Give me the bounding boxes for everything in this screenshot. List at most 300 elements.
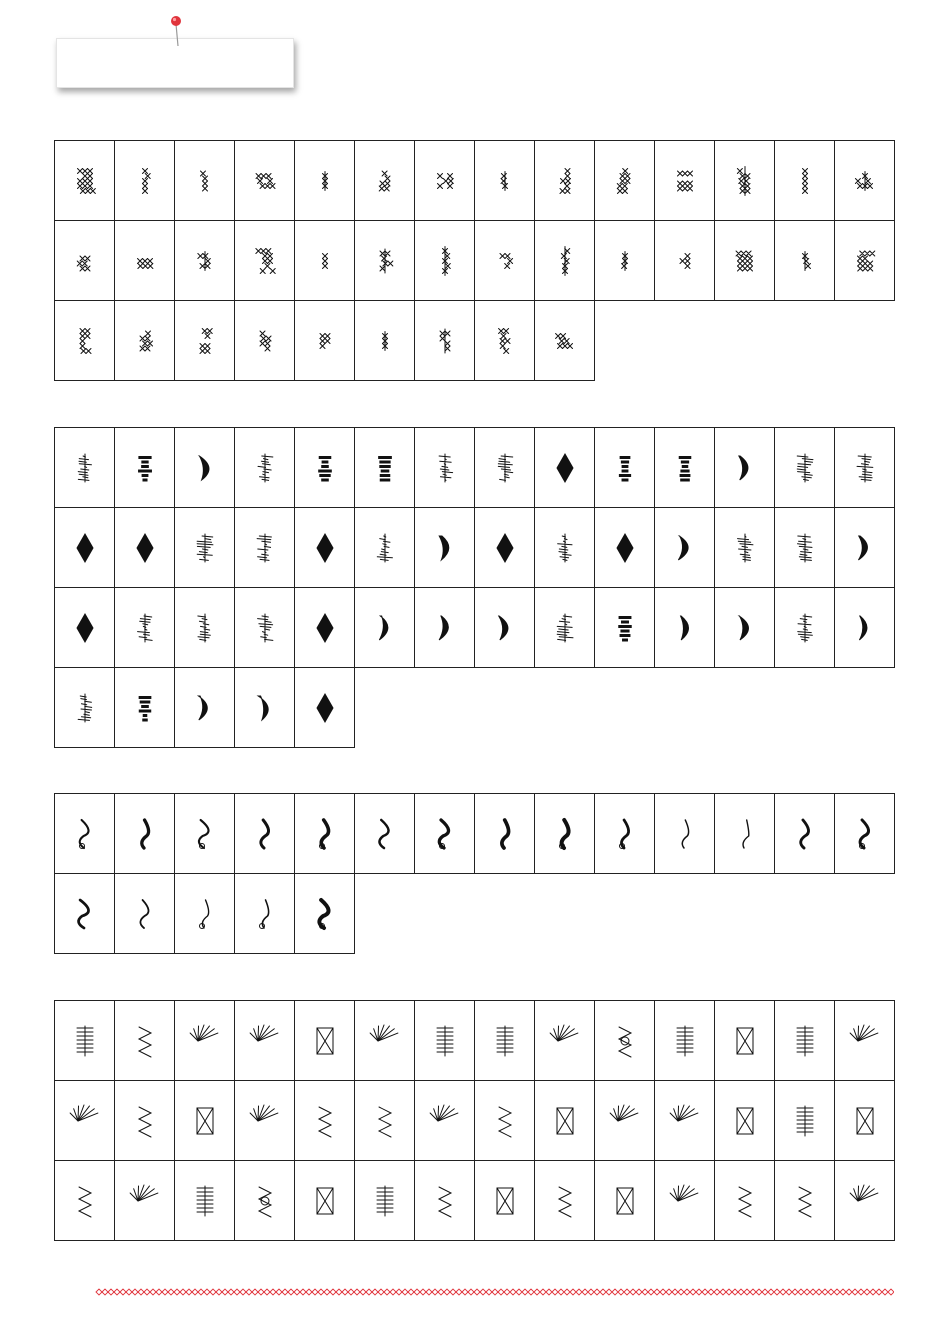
stitch-cell[interactable] <box>715 794 775 874</box>
stitch-cell[interactable] <box>655 1081 715 1161</box>
stitch-table-decorative <box>54 793 895 954</box>
stitch-cell[interactable] <box>355 794 415 874</box>
curl-line-stitch-icon <box>608 1179 642 1223</box>
feather-right-stitch-icon <box>548 606 582 650</box>
fish-stitch-icon <box>68 606 102 650</box>
stitch-cell[interactable] <box>115 508 175 588</box>
crescent-thin-stitch-icon <box>668 446 702 490</box>
knot-stitch-icon <box>668 1019 702 1063</box>
stitch-cell[interactable] <box>535 588 595 668</box>
stitch-table-cross <box>54 140 895 381</box>
x-bar-split-stitch-icon <box>368 159 402 203</box>
leaf-thin-stitch-icon <box>788 606 822 650</box>
stitch-cell[interactable] <box>55 221 115 301</box>
stitch-cell[interactable] <box>655 1161 715 1241</box>
stitch-cell[interactable] <box>595 508 655 588</box>
x-wave-stitch-icon <box>848 159 882 203</box>
stitch-cell[interactable] <box>355 508 415 588</box>
leaf-fern-stitch-icon <box>488 526 522 570</box>
comb-left-stitch-icon <box>68 1179 102 1223</box>
stair-fill-stitch-icon <box>128 526 162 570</box>
stitch-cell[interactable] <box>715 1161 775 1241</box>
arrow-stitch-icon <box>248 446 282 490</box>
stitch-cell[interactable] <box>355 428 415 508</box>
stitch-cell[interactable] <box>535 1001 595 1081</box>
curl-flower-stitch-icon <box>668 526 702 570</box>
lattice-zig-stitch-icon <box>368 1099 402 1143</box>
x-chevron-dense-stitch-icon <box>488 319 522 363</box>
zigzag-stitch-icon <box>728 446 762 490</box>
crown-fan-stitch-icon <box>308 526 342 570</box>
bead-drop-stitch-icon <box>548 526 582 570</box>
blocks-stitch-icon <box>188 446 222 490</box>
stitch-row <box>55 588 895 668</box>
s-curve-stitch-icon <box>488 812 522 856</box>
crescent-bold-stitch-icon <box>428 812 462 856</box>
bow-stitch-icon <box>488 606 522 650</box>
stitch-cell[interactable] <box>55 301 115 381</box>
stitch-cell[interactable] <box>235 428 295 508</box>
stitch-cell[interactable] <box>55 428 115 508</box>
x-loop-column-stitch-icon <box>728 239 762 283</box>
hatch-fan-stitch-icon <box>248 1179 282 1223</box>
stitch-cell[interactable] <box>595 1001 655 1081</box>
x-meander-stitch-icon <box>308 319 342 363</box>
stitch-row <box>55 668 895 748</box>
stitch-cell[interactable] <box>55 588 115 668</box>
leaf-solid-stitch-icon <box>248 686 282 730</box>
stitch-cell[interactable] <box>835 1001 895 1081</box>
stitch-cell[interactable] <box>235 794 295 874</box>
stitch-cell[interactable] <box>115 794 175 874</box>
slash-column-stitch-icon <box>848 1179 882 1223</box>
stitch-cell[interactable] <box>115 1001 175 1081</box>
stitch-cell[interactable] <box>835 1081 895 1161</box>
bow-tie-stitch-icon <box>68 1099 102 1143</box>
stitch-row <box>55 1001 895 1081</box>
starburst-half-stitch-icon <box>188 1099 222 1143</box>
loop-stitch-icon <box>68 812 102 856</box>
stitch-cell[interactable] <box>175 1001 235 1081</box>
cross-spike-stitch-icon <box>188 686 222 730</box>
crescent-stitch-icon <box>128 446 162 490</box>
x-diamond-column-stitch-icon <box>668 239 702 283</box>
stitch-cell[interactable] <box>55 794 115 874</box>
stitch-cell[interactable] <box>175 874 235 954</box>
x-double-small-stitch-icon <box>128 239 162 283</box>
stitch-cell[interactable] <box>835 588 895 668</box>
chevron-stitch-icon <box>188 526 222 570</box>
stitch-cell[interactable] <box>115 588 175 668</box>
stitch-cell[interactable] <box>715 1001 775 1081</box>
stitch-cell[interactable] <box>295 508 355 588</box>
stitch-cell[interactable] <box>775 508 835 588</box>
stitch-cell[interactable] <box>235 508 295 588</box>
stitch-cell[interactable] <box>535 794 595 874</box>
bracket-curve-stitch-icon <box>308 892 342 936</box>
x-chain-stitch-icon <box>548 159 582 203</box>
stitch-cell[interactable] <box>835 1161 895 1241</box>
stitch-cell[interactable] <box>835 508 895 588</box>
stitch-cell[interactable] <box>595 1161 655 1241</box>
asterisk-box-stitch-icon <box>248 1019 282 1063</box>
crescent-left-stitch-icon <box>308 812 342 856</box>
greek-key-stitch-icon <box>428 526 462 570</box>
comb-steps-stitch-icon <box>308 1179 342 1223</box>
stitch-cell[interactable] <box>595 794 655 874</box>
swan-stitch-icon <box>548 446 582 490</box>
stitch-table-ornamental <box>54 1000 895 1241</box>
stitch-cell[interactable] <box>535 508 595 588</box>
stitch-cell[interactable] <box>175 668 235 748</box>
snowflake-stitch-icon <box>548 1179 582 1223</box>
chevron-line-stitch-icon <box>608 446 642 490</box>
x-branch-stitch-icon <box>608 159 642 203</box>
swirl-solid-stitch-icon <box>488 1179 522 1223</box>
x-pair-offset-stitch-icon <box>488 239 522 283</box>
chevron-thin-stitch-icon <box>368 526 402 570</box>
stitch-cell[interactable] <box>55 1161 115 1241</box>
stair-outline-stitch-icon <box>68 526 102 570</box>
stitch-cell[interactable] <box>235 141 295 221</box>
stitch-cell[interactable] <box>235 874 295 954</box>
step-right-stitch-icon <box>608 812 642 856</box>
stitch-cell[interactable] <box>715 1081 775 1161</box>
stitch-cell[interactable] <box>655 428 715 508</box>
stitch-cell[interactable] <box>835 221 895 301</box>
stitch-cell[interactable] <box>415 428 475 508</box>
stitch-row <box>55 141 895 221</box>
stitch-cell[interactable] <box>535 141 595 221</box>
stitch-cell[interactable] <box>175 428 235 508</box>
stitch-cell[interactable] <box>475 1081 535 1161</box>
stitch-row <box>55 508 895 588</box>
heart-half-stitch-icon <box>848 526 882 570</box>
fan-stitch-icon <box>788 526 822 570</box>
stitch-cell[interactable] <box>295 1161 355 1241</box>
branch-comb-stitch-icon <box>488 1099 522 1143</box>
zigzag-branch-stitch-icon <box>548 1099 582 1143</box>
stitch-cell[interactable] <box>55 1001 115 1081</box>
tree-stitch-icon <box>68 446 102 490</box>
step-arrow-stitch-icon <box>848 446 882 490</box>
stitch-cell[interactable] <box>595 428 655 508</box>
comb-stitch-icon <box>788 446 822 490</box>
stitch-cell[interactable] <box>475 508 535 588</box>
cross-bead-stitch-icon <box>668 1179 702 1223</box>
stitch-cell[interactable] <box>295 221 355 301</box>
ring-drop-stitch-icon <box>428 1019 462 1063</box>
stitch-border-decoration <box>94 1286 894 1298</box>
stitch-cell[interactable] <box>235 301 295 381</box>
fan-dots-stitch-icon <box>128 1019 162 1063</box>
fold-stitch-icon <box>548 1019 582 1063</box>
stitch-table-satin <box>54 427 895 748</box>
stitch-row <box>55 221 895 301</box>
fork-stitch-icon <box>728 1099 762 1143</box>
stitch-cell[interactable] <box>415 1001 475 1081</box>
stitch-cell[interactable] <box>595 141 655 221</box>
zigzag-light-stitch-icon <box>368 1179 402 1223</box>
stitch-cell[interactable] <box>55 874 115 954</box>
x-zigzag-stitch-icon <box>68 319 102 363</box>
stitch-cell[interactable] <box>55 1081 115 1161</box>
stitch-cell[interactable] <box>115 1081 175 1161</box>
stitch-cell[interactable] <box>655 794 715 874</box>
stitch-cell[interactable] <box>115 874 175 954</box>
x-single-stitch-icon <box>188 159 222 203</box>
stitch-cell[interactable] <box>415 301 475 381</box>
stitch-cell[interactable] <box>475 141 535 221</box>
hook-outline-stitch-icon <box>128 1099 162 1143</box>
stitch-cell[interactable] <box>355 301 415 381</box>
stitch-cell[interactable] <box>415 508 475 588</box>
stitch-row <box>55 874 895 954</box>
x-y-stitch-icon <box>308 239 342 283</box>
stitch-cell[interactable] <box>55 141 115 221</box>
arrow-knot-stitch-icon <box>68 1019 102 1063</box>
claw-stitch-icon <box>428 606 462 650</box>
stitch-cell[interactable] <box>715 588 775 668</box>
fan-open-stitch-icon <box>728 1179 762 1223</box>
stitch-cell[interactable] <box>655 221 715 301</box>
stitch-cell[interactable] <box>475 428 535 508</box>
stitch-cell[interactable] <box>355 588 415 668</box>
stitch-cell[interactable] <box>475 301 535 381</box>
stitch-cell[interactable] <box>655 588 715 668</box>
stitch-cell[interactable] <box>835 794 895 874</box>
zigzag-bold-stitch-icon <box>728 812 762 856</box>
tick-arrows-stitch-icon <box>668 1099 702 1143</box>
stitch-cell[interactable] <box>175 301 235 381</box>
arrow-cross-stitch-icon <box>608 1099 642 1143</box>
stitch-cell[interactable] <box>475 794 535 874</box>
stitch-cell[interactable] <box>115 221 175 301</box>
stitch-cell[interactable] <box>775 428 835 508</box>
x-zig-stitch-icon <box>68 239 102 283</box>
stitch-cell[interactable] <box>235 1161 295 1241</box>
stitch-cell[interactable] <box>535 301 595 381</box>
stitch-cell[interactable] <box>295 794 355 874</box>
stitch-cell[interactable] <box>115 668 175 748</box>
zigzag-right-stitch-icon <box>548 812 582 856</box>
diamond-hatch-stitch-icon <box>788 1179 822 1223</box>
stitch-cell[interactable] <box>295 301 355 381</box>
x-arrow-bar-stitch-icon <box>308 159 342 203</box>
stitch-cell[interactable] <box>835 428 895 508</box>
stitch-cell[interactable] <box>295 668 355 748</box>
stitch-cell[interactable] <box>415 1081 475 1161</box>
half-moon-stitch-icon <box>248 526 282 570</box>
tree-right-stitch-icon <box>848 1099 882 1143</box>
stitch-cell[interactable] <box>175 221 235 301</box>
flower-drop-stitch-icon <box>428 1179 462 1223</box>
bracket-stitch-icon <box>668 606 702 650</box>
stitch-cell[interactable] <box>535 1081 595 1161</box>
stitch-cell[interactable] <box>355 1001 415 1081</box>
stitch-cell[interactable] <box>775 221 835 301</box>
spiral-stitch-icon <box>848 812 882 856</box>
x-s-shape-stitch-icon <box>188 319 222 363</box>
x-v-column-stitch-icon <box>788 239 822 283</box>
sawtooth-stitch-icon <box>308 1099 342 1143</box>
stitch-cell[interactable] <box>415 588 475 668</box>
oval-stitch-icon <box>728 606 762 650</box>
arrow-outline-stitch-icon <box>128 892 162 936</box>
x-slope-stitch-icon <box>548 319 582 363</box>
stitch-cell[interactable] <box>235 588 295 668</box>
stitch-cell[interactable] <box>835 141 895 221</box>
stitch-cell[interactable] <box>655 1001 715 1081</box>
stitch-cell[interactable] <box>475 1161 535 1241</box>
stitch-cell[interactable] <box>415 221 475 301</box>
stitch-cell[interactable] <box>175 794 235 874</box>
x-grid-star-stitch-icon <box>548 239 582 283</box>
x-slant-stitch-icon <box>368 239 402 283</box>
stitch-cell[interactable] <box>115 301 175 381</box>
crown-stitch-icon <box>608 526 642 570</box>
waves-stitch-icon <box>428 1099 462 1143</box>
stitch-cell[interactable] <box>475 221 535 301</box>
curl-double-stitch-icon <box>248 892 282 936</box>
stitch-cell[interactable] <box>475 1001 535 1081</box>
cassette-stitch-icon <box>848 1019 882 1063</box>
stitch-cell[interactable] <box>295 1001 355 1081</box>
stitch-cell[interactable] <box>175 588 235 668</box>
lens-stitch-icon <box>728 526 762 570</box>
x-diag-stitch-icon <box>248 239 282 283</box>
stitch-cell[interactable] <box>235 221 295 301</box>
fern-line-stitch-icon <box>848 606 882 650</box>
stars-stitch-icon <box>308 1019 342 1063</box>
star-tree-stitch-icon <box>788 1099 822 1143</box>
x-chevron-stitch-icon <box>428 319 462 363</box>
stitch-cell[interactable] <box>475 588 535 668</box>
drop-stitch-icon <box>68 686 102 730</box>
stitch-row <box>55 1161 895 1241</box>
stitch-cell[interactable] <box>115 428 175 508</box>
stitch-cell[interactable] <box>775 1081 835 1161</box>
bird-stitch-icon <box>488 446 522 490</box>
stitch-cell[interactable] <box>355 221 415 301</box>
stitch-cell[interactable] <box>775 1001 835 1081</box>
stitch-cell[interactable] <box>115 1161 175 1241</box>
comb-bars-stitch-icon <box>188 1019 222 1063</box>
stitch-cell[interactable] <box>715 221 775 301</box>
x-cross-bar-stitch-icon <box>428 159 462 203</box>
stitch-cell[interactable] <box>415 1161 475 1241</box>
tri-knot-stitch-icon <box>188 606 222 650</box>
bracket-light-stitch-icon <box>248 812 282 856</box>
stitch-row <box>55 301 895 381</box>
flourish-stitch-icon <box>188 892 222 936</box>
crescent-right-stitch-icon <box>368 812 402 856</box>
x-v-fan-stitch-icon <box>668 159 702 203</box>
comb-vertical-stitch-icon <box>128 686 162 730</box>
stitch-row <box>55 794 895 874</box>
grid-hatch-stitch-icon <box>488 1019 522 1063</box>
stitch-cell[interactable] <box>775 1161 835 1241</box>
x-plus-stitch-icon <box>188 239 222 283</box>
ribbon-stitch-icon <box>608 1019 642 1063</box>
x-curl-stitch-icon <box>368 319 402 363</box>
stitch-cell[interactable] <box>355 1081 415 1161</box>
stitch-cell[interactable] <box>295 874 355 954</box>
stitch-cell[interactable] <box>655 508 715 588</box>
stitch-cell[interactable] <box>55 668 115 748</box>
flower-stitch-icon <box>428 446 462 490</box>
stitch-cell[interactable] <box>55 508 115 588</box>
x-step-stitch-icon <box>728 159 762 203</box>
x-double-zig-stitch-icon <box>128 319 162 363</box>
stitch-row <box>55 428 895 508</box>
stitch-cell[interactable] <box>295 141 355 221</box>
stitch-cell[interactable] <box>655 141 715 221</box>
stitch-row <box>55 1081 895 1161</box>
x-lattice-stitch-icon <box>248 159 282 203</box>
x-dot-stitch-icon <box>128 159 162 203</box>
palm-stitch-icon <box>308 686 342 730</box>
stitch-cell[interactable] <box>235 668 295 748</box>
stitch-cell[interactable] <box>775 588 835 668</box>
diamond-stitch-icon <box>308 446 342 490</box>
stitch-cell[interactable] <box>355 1161 415 1241</box>
key-stitch-icon <box>788 1019 822 1063</box>
starburst-arc-stitch-icon <box>248 1099 282 1143</box>
x-double-stitch-icon <box>68 159 102 203</box>
stitch-cell[interactable] <box>175 1161 235 1241</box>
stitch-cell[interactable] <box>175 508 235 588</box>
triangle-stack-stitch-icon <box>128 1179 162 1223</box>
x-lattice-wide-stitch-icon <box>848 239 882 283</box>
stitch-cell[interactable] <box>175 1081 235 1161</box>
rings-stitch-icon <box>368 1019 402 1063</box>
stitch-cell[interactable] <box>595 588 655 668</box>
stitch-cell[interactable] <box>295 428 355 508</box>
heart-arrow-stitch-icon <box>788 812 822 856</box>
stitch-cell[interactable] <box>415 141 475 221</box>
x-box-stitch-icon <box>788 159 822 203</box>
stitch-cell[interactable] <box>715 141 775 221</box>
stitch-cell[interactable] <box>355 141 415 221</box>
stitch-cell[interactable] <box>535 221 595 301</box>
stitch-cell[interactable] <box>295 1081 355 1161</box>
grape-stitch-icon <box>128 812 162 856</box>
stitch-cell[interactable] <box>235 1001 295 1081</box>
stitch-cell[interactable] <box>535 428 595 508</box>
stitch-cell[interactable] <box>235 1081 295 1161</box>
stitch-cell[interactable] <box>715 428 775 508</box>
chevron-bold-stitch-icon <box>668 812 702 856</box>
stitch-cell[interactable] <box>595 1081 655 1161</box>
stitch-cell[interactable] <box>115 141 175 221</box>
stitch-cell[interactable] <box>775 794 835 874</box>
hook-loop-stitch-icon <box>68 892 102 936</box>
spiral-box-stitch-icon <box>728 1019 762 1063</box>
stitch-cell[interactable] <box>295 588 355 668</box>
stitch-cell[interactable] <box>535 1161 595 1241</box>
bud-stitch-icon <box>248 606 282 650</box>
bird-left-stitch-icon <box>608 606 642 650</box>
stitch-cell[interactable] <box>775 141 835 221</box>
stitch-cell[interactable] <box>715 508 775 588</box>
stitch-cell[interactable] <box>595 221 655 301</box>
triangle-bar-stitch-icon <box>188 812 222 856</box>
stitch-cell[interactable] <box>415 794 475 874</box>
stitch-cell[interactable] <box>175 141 235 221</box>
push-pin-icon <box>168 14 188 48</box>
swirl-stitch-icon <box>368 606 402 650</box>
